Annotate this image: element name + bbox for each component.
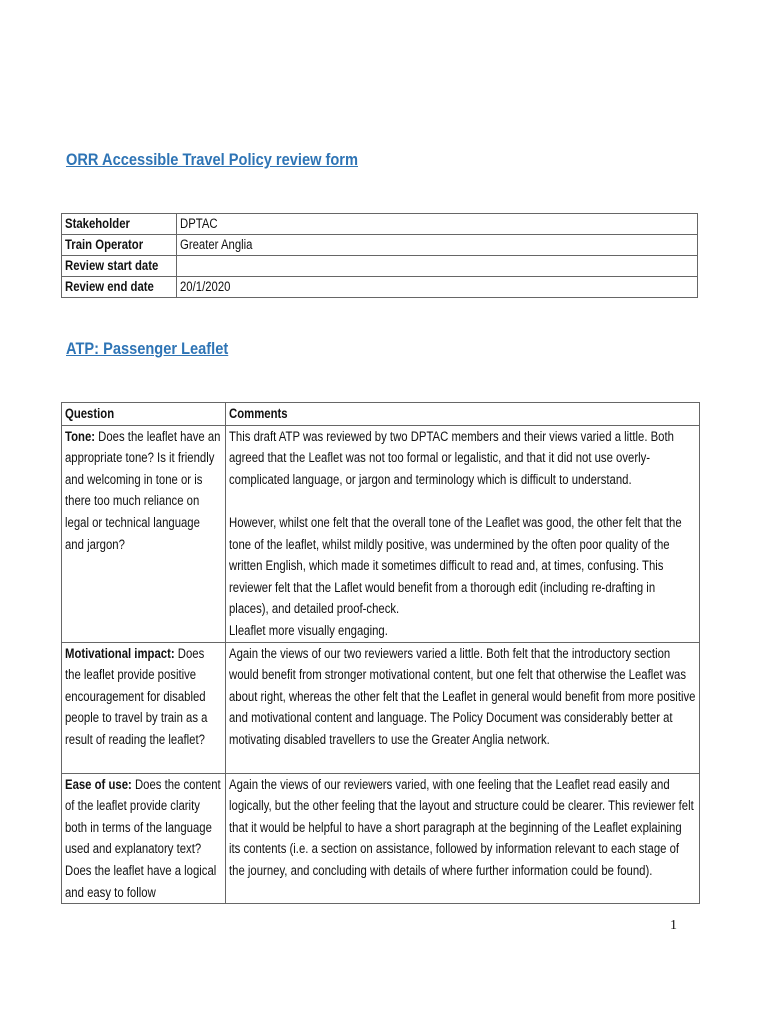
form-title: ORR Accessible Travel Policy review form (66, 150, 358, 169)
meta-value (177, 256, 698, 277)
table-row (62, 425, 700, 642)
meta-value: 20/1/2020 (177, 277, 698, 298)
question-header: Question (62, 403, 226, 426)
review-table (61, 402, 700, 904)
table-row (62, 256, 698, 277)
question-cell (62, 773, 226, 904)
table-row (62, 773, 700, 904)
question-text: Does the leaflet provide positive encouragement for disabled people to travel by train as a result of reading the leaflet? (65, 645, 208, 747)
meta-value: DPTAC (177, 214, 698, 235)
section-title: ATP: Passenger Leaflet (66, 339, 229, 358)
question-topic: Motivational impact: (65, 645, 175, 661)
meta-label: Review start date (62, 256, 177, 277)
comment-paragraph: Lleaflet more visually engaging. (229, 622, 388, 638)
comments-header: Comments (226, 403, 700, 426)
comments-cell (226, 773, 700, 904)
question-cell (62, 642, 226, 773)
meta-value: Greater Anglia (177, 235, 698, 256)
page-number: 1 (670, 918, 677, 933)
comment-paragraph: This draft ATP was reviewed by two DPTAC members and their views varied a little. Both agreed that the Leaflet was not too formal or legalistic, and that it did not use overly-complicated language, or jargon and terminology which is difficult to understand. (229, 428, 674, 487)
comments-cell (226, 425, 700, 642)
meta-label: Review end date (62, 277, 177, 298)
table-row (62, 277, 698, 298)
meta-label: Stakeholder (62, 214, 177, 235)
comment-paragraph: However, whilst one felt that the overall tone of the Leaflet was good, the other felt that the tone of the leaflet, whilst mildly positive, was undermined by the often poor quality of the written English, which made it sometimes difficult to read and, at times, confusing. This reviewer felt that the Laflet would benefit from a thorough edit (including re-drafting in places), and detailed proof-check. (229, 514, 682, 617)
question-text: Does the content of the leaflet provide clarity both in terms of the language used and explanatory text? Does the leaflet have a logical and easy to follow (65, 776, 221, 900)
comments-cell (226, 642, 700, 773)
meta-label: Train Operator (62, 235, 177, 256)
table-header-row (62, 403, 700, 426)
comment-paragraph: Again the views of our two reviewers varied a little. Both felt that the introductory section would benefit from stronger motivational content, but one felt that otherwise the Leaflet was about right, whereas the other felt that the Leaflet in general would benefit from more positive and motivational content and language. The Policy Document was considerably better at motivating disabled travellers to use the Greater Anglia network. (229, 645, 696, 747)
question-text: Does the leaflet have an appropriate tone? Is it friendly and welcoming in tone or is there too much reliance on legal or technical language and jargon? (65, 428, 221, 552)
comment-paragraph: Again the views of our reviewers varied, with one feeling that the Leaflet read easily and logically, but the other feeling that the layout and structure could be clearer. This reviewer felt that it would be helpful to have a short paragraph at the beginning of the Leaflet explaining its contents (i.e. a section on assistance, followed by information relevant to each stage of the journey, and concluding with details of where further information could be found). (229, 776, 694, 878)
stakeholder-table (61, 213, 698, 298)
question-cell (62, 425, 226, 642)
table-row (62, 214, 698, 235)
table-row (62, 642, 700, 773)
question-topic: Tone: (65, 428, 96, 444)
question-topic: Ease of use: (65, 776, 132, 792)
table-row (62, 235, 698, 256)
